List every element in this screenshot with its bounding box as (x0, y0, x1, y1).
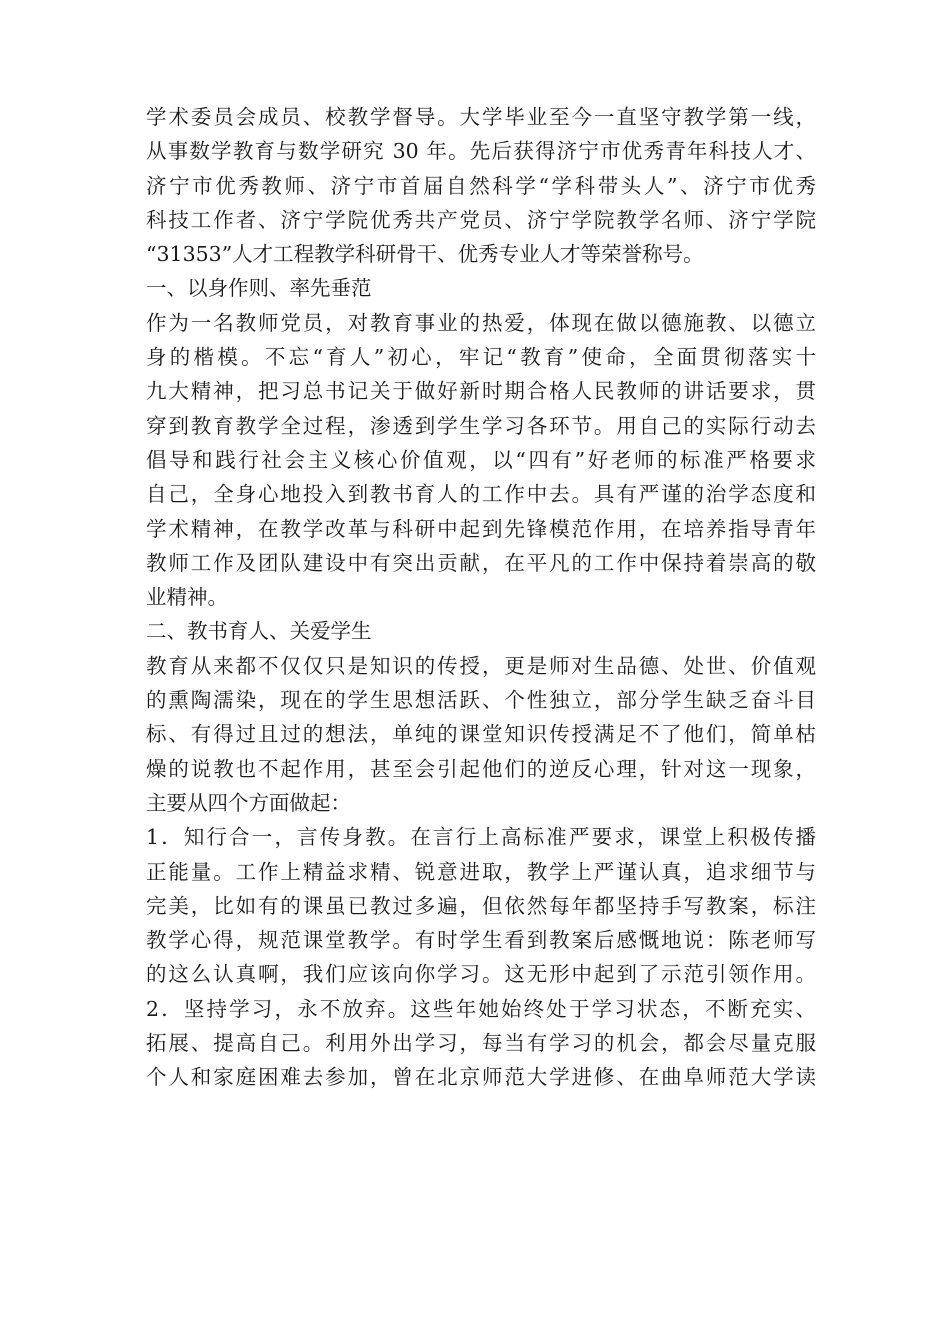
text-line-4: 科技工作者、济宁学院优秀共产党员、济宁学院教学名师、济宁学院 (146, 207, 816, 232)
text-line-14: 教师工作及团队建设中有突出贡献，在平凡的工作中保持着崇高的敬 (146, 550, 816, 575)
text-line-17: 教育从来都不仅仅只是知识的传授，更是师对生品德、处世、价值观 (146, 653, 816, 678)
text-line-11: 倡导和践行社会主义核心价值观，以“四有”好老师的标准严格要求 (146, 447, 816, 472)
text-line-13: 学术精神，在教学改革与科研中起到先锋模范作用，在培养指导青年 (146, 516, 816, 541)
text-line-23: 正能量。工作上精益求精、锐意进取，教学上严谨认真，追求细节与 (146, 859, 816, 884)
text-line-26: 的这么认真啊，我们应该向你学习。这无形中起到了示范引领作用。 (146, 962, 816, 987)
text-line-21: 主要从四个方面做起： (146, 790, 351, 815)
text-line-9: 九大精神，把习总书记关于做好新时期合格人民教师的讲话要求，贯 (146, 379, 816, 404)
text-line-1: 学术委员会成员、校教学督导。大学毕业至今一直坚守教学第一线， (146, 105, 816, 129)
text-line-25: 教学心得，规范课堂教学。有时学生看到教案后感慨地说：陈老师写 (146, 928, 816, 953)
text-line-19: 标、有得过且过的想法，单纯的课堂知识传授满足不了他们，简单枯 (146, 722, 816, 747)
text-line-10: 穿到教育教学全过程，渗透到学生学习各环节。用自己的实际行动去 (146, 413, 816, 438)
text-line-3: 济宁市优秀教师、济宁市首届自然科学“学科带头人”、济宁市优秀 (146, 173, 816, 198)
text-line-24: 完美，比如有的课虽已教过多遍，但依然每年都坚持手写教案，标注 (146, 893, 816, 918)
text-line-12: 自己，全身心地投入到教书育人的工作中去。具有严谨的治学态度和 (146, 482, 816, 507)
text-line-8: 身的楷模。不忘“育人”初心，牢记“教育”使命，全面贯彻落实十 (146, 345, 816, 370)
text-line-28: 拓展、提高自己。利用外出学习，每当有学习的机会，都会尽量克服 (146, 1031, 816, 1056)
text-line-22: 1．知行合一，言传身教。在言行上高标准严要求，课堂上积极传播 (146, 825, 816, 850)
text-line-2: 从事数学教育与数学研究 30 年。先后获得济宁市优秀青年科技人才、 (146, 139, 816, 164)
section-heading-1: 一、以身作则、率先垂范 (146, 276, 372, 301)
text-line-27: 2．坚持学习，永不放弃。这些年她始终处于学习状态，不断充实、 (146, 996, 816, 1021)
section-heading-2: 二、教书育人、关爱学生 (146, 619, 372, 644)
text-line-7: 作为一名教师党员，对教育事业的热爱，体现在做以德施教、以德立 (146, 310, 816, 335)
text-line-29: 个人和家庭困难去参加，曾在北京师范大学进修、在曲阜师范大学读 (146, 1065, 816, 1090)
text-line-5: “31353”人才工程教学科研骨干、优秀专业人才等荣誉称号。 (146, 242, 704, 267)
text-line-18: 的熏陶濡染，现在的学生思想活跃、个性独立，部分学生缺乏奋斗目 (146, 688, 816, 713)
text-line-15: 业精神。 (146, 585, 228, 610)
document-page (146, 100, 816, 1095)
text-line-20: 燥的说教也不起作用，甚至会引起他们的逆反心理，针对这一现象， (146, 756, 816, 781)
